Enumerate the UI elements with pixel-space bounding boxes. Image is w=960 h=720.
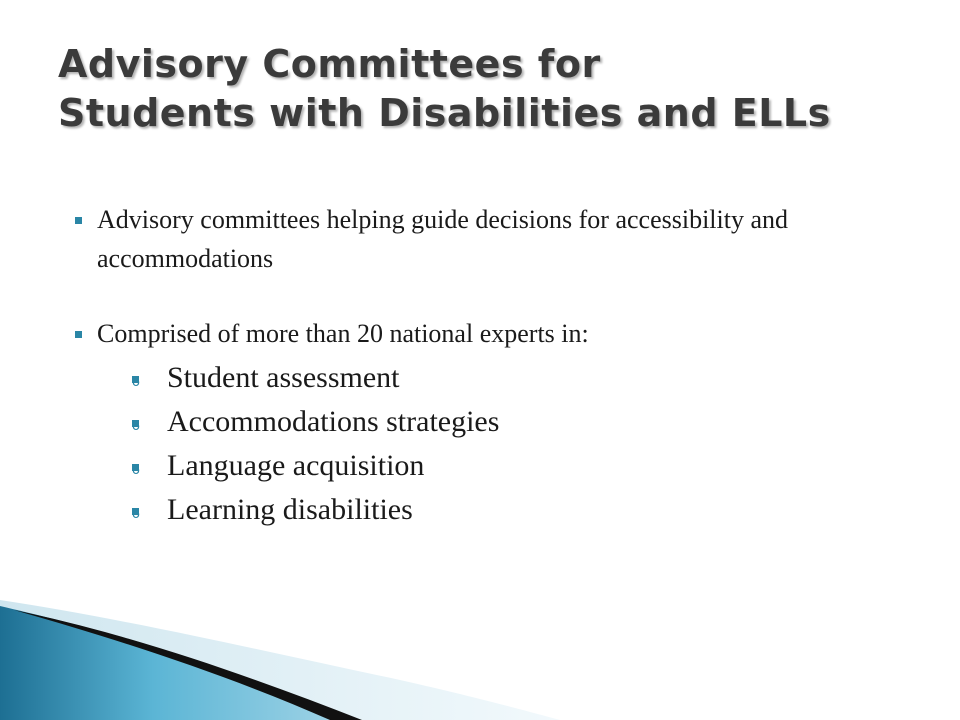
slide-title xyxy=(58,40,918,138)
circle-bullet-icon: o xyxy=(132,507,140,522)
bullet-comprised xyxy=(72,314,852,532)
list-item-text: Accommodations strategies xyxy=(167,405,500,438)
title-line-2: Students with Disabilities and ELLs xyxy=(58,91,831,135)
title-line-1: Advisory Committees for xyxy=(58,42,601,86)
slide-body xyxy=(72,200,852,532)
list-item-text: Student assessment xyxy=(167,361,400,394)
bullet-text: Comprised of more than 20 national experts in: xyxy=(97,319,589,348)
circle-bullet-icon: o xyxy=(132,419,140,434)
list-item xyxy=(132,488,852,532)
circle-bullet-icon: o xyxy=(132,375,140,390)
bullet-text: Advisory committees helping guide decisions for accessibility and accommodations xyxy=(97,205,789,273)
expertise-list xyxy=(132,356,852,532)
list-item xyxy=(132,356,852,400)
list-item xyxy=(132,444,852,488)
black-stroke xyxy=(14,610,362,720)
circle-bullet-icon: o xyxy=(132,463,140,478)
bullet-advisory xyxy=(72,200,852,278)
square-bullet-icon xyxy=(75,331,82,338)
blue-wave xyxy=(0,606,340,720)
list-item-text: Learning disabilities xyxy=(167,493,413,526)
pale-wave xyxy=(0,600,560,720)
list-item-text: Language acquisition xyxy=(167,449,425,482)
list-item xyxy=(132,400,852,444)
square-bullet-icon xyxy=(75,217,82,224)
